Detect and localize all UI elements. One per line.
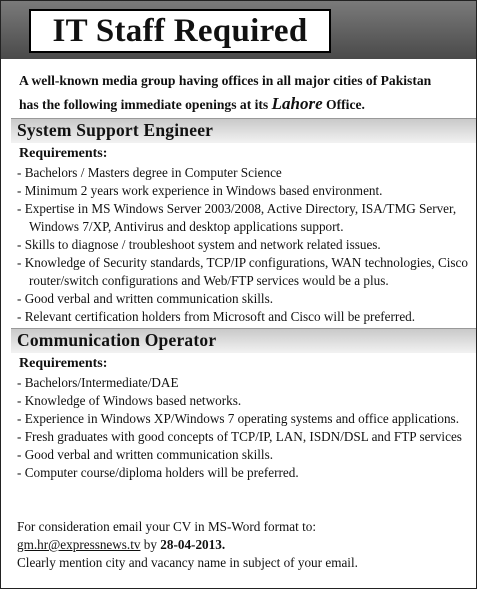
- title-banner: [1, 1, 476, 59]
- footer-by: by: [143, 537, 157, 552]
- list-item: - Computer course/diploma holders will be preferred.: [17, 464, 472, 482]
- intro-line-2-post: Office.: [326, 97, 365, 112]
- list-item: - Minimum 2 years work experience in Windows based environment.: [17, 182, 472, 200]
- requirements-label-1: Requirements:: [19, 146, 108, 161]
- list-item: - Good verbal and written communication skills.: [17, 446, 472, 464]
- page-title: IT Staff Required: [52, 12, 308, 49]
- list-item: - Fresh graduates with good concepts of TCP/IP, LAN, ISDN/DSL and FTP services: [17, 428, 472, 446]
- list-item: - Relevant certification holders from Microsoft and Cisco will be preferred.: [17, 308, 472, 326]
- section-header-communication-operator: [11, 328, 477, 353]
- intro-line-1: A well-known media group having offices in all major cities of Pakistan: [19, 73, 432, 88]
- footer-line-1: For consideration email your CV in MS-Word format to:: [17, 519, 317, 534]
- list-item: - Expertise in MS Windows Server 2003/2008, Active Directory, ISA/TMG Server, Windows 7/XP, Antivirus and desktop applications support.: [17, 200, 472, 236]
- list-item: - Skills to diagnose / troubleshoot system and network related issues.: [17, 236, 472, 254]
- requirements-list-1: [17, 164, 472, 326]
- requirements-label-2: Requirements:: [19, 356, 108, 371]
- intro-paragraph: [19, 69, 465, 116]
- requirements-list-2: [17, 374, 472, 482]
- list-item: - Knowledge of Security standards, TCP/IP configurations, WAN technologies, Cisco router/switch configurations and Web/FTP services would be a plus.: [17, 254, 472, 290]
- list-item: - Good verbal and written communication skills.: [17, 290, 472, 308]
- intro-city: Lahore: [271, 94, 323, 113]
- deadline-date: 28-04-2013.: [160, 537, 226, 552]
- email-link[interactable]: gm.hr@expressnews.tv: [17, 537, 141, 552]
- footer-line-2: [17, 536, 472, 554]
- list-item: - Knowledge of Windows based networks.: [17, 392, 472, 410]
- list-item: - Bachelors / Masters degree in Computer Science: [17, 164, 472, 182]
- contact-instructions: [17, 518, 472, 572]
- section-title-system-support: System Support Engineer: [17, 120, 214, 140]
- section-header-system-support: [11, 118, 477, 143]
- title-box: [29, 9, 331, 53]
- footer-line-3: Clearly mention city and vacancy name in subject of your email.: [17, 555, 358, 570]
- intro-line-2-pre: has the following immediate openings at its: [19, 97, 269, 112]
- section-title-communication-operator: Communication Operator: [17, 330, 217, 350]
- list-item: - Experience in Windows XP/Windows 7 operating systems and office applications.: [17, 410, 472, 428]
- intro-line-2: [19, 92, 465, 116]
- list-item: - Bachelors/Intermediate/DAE: [17, 374, 472, 392]
